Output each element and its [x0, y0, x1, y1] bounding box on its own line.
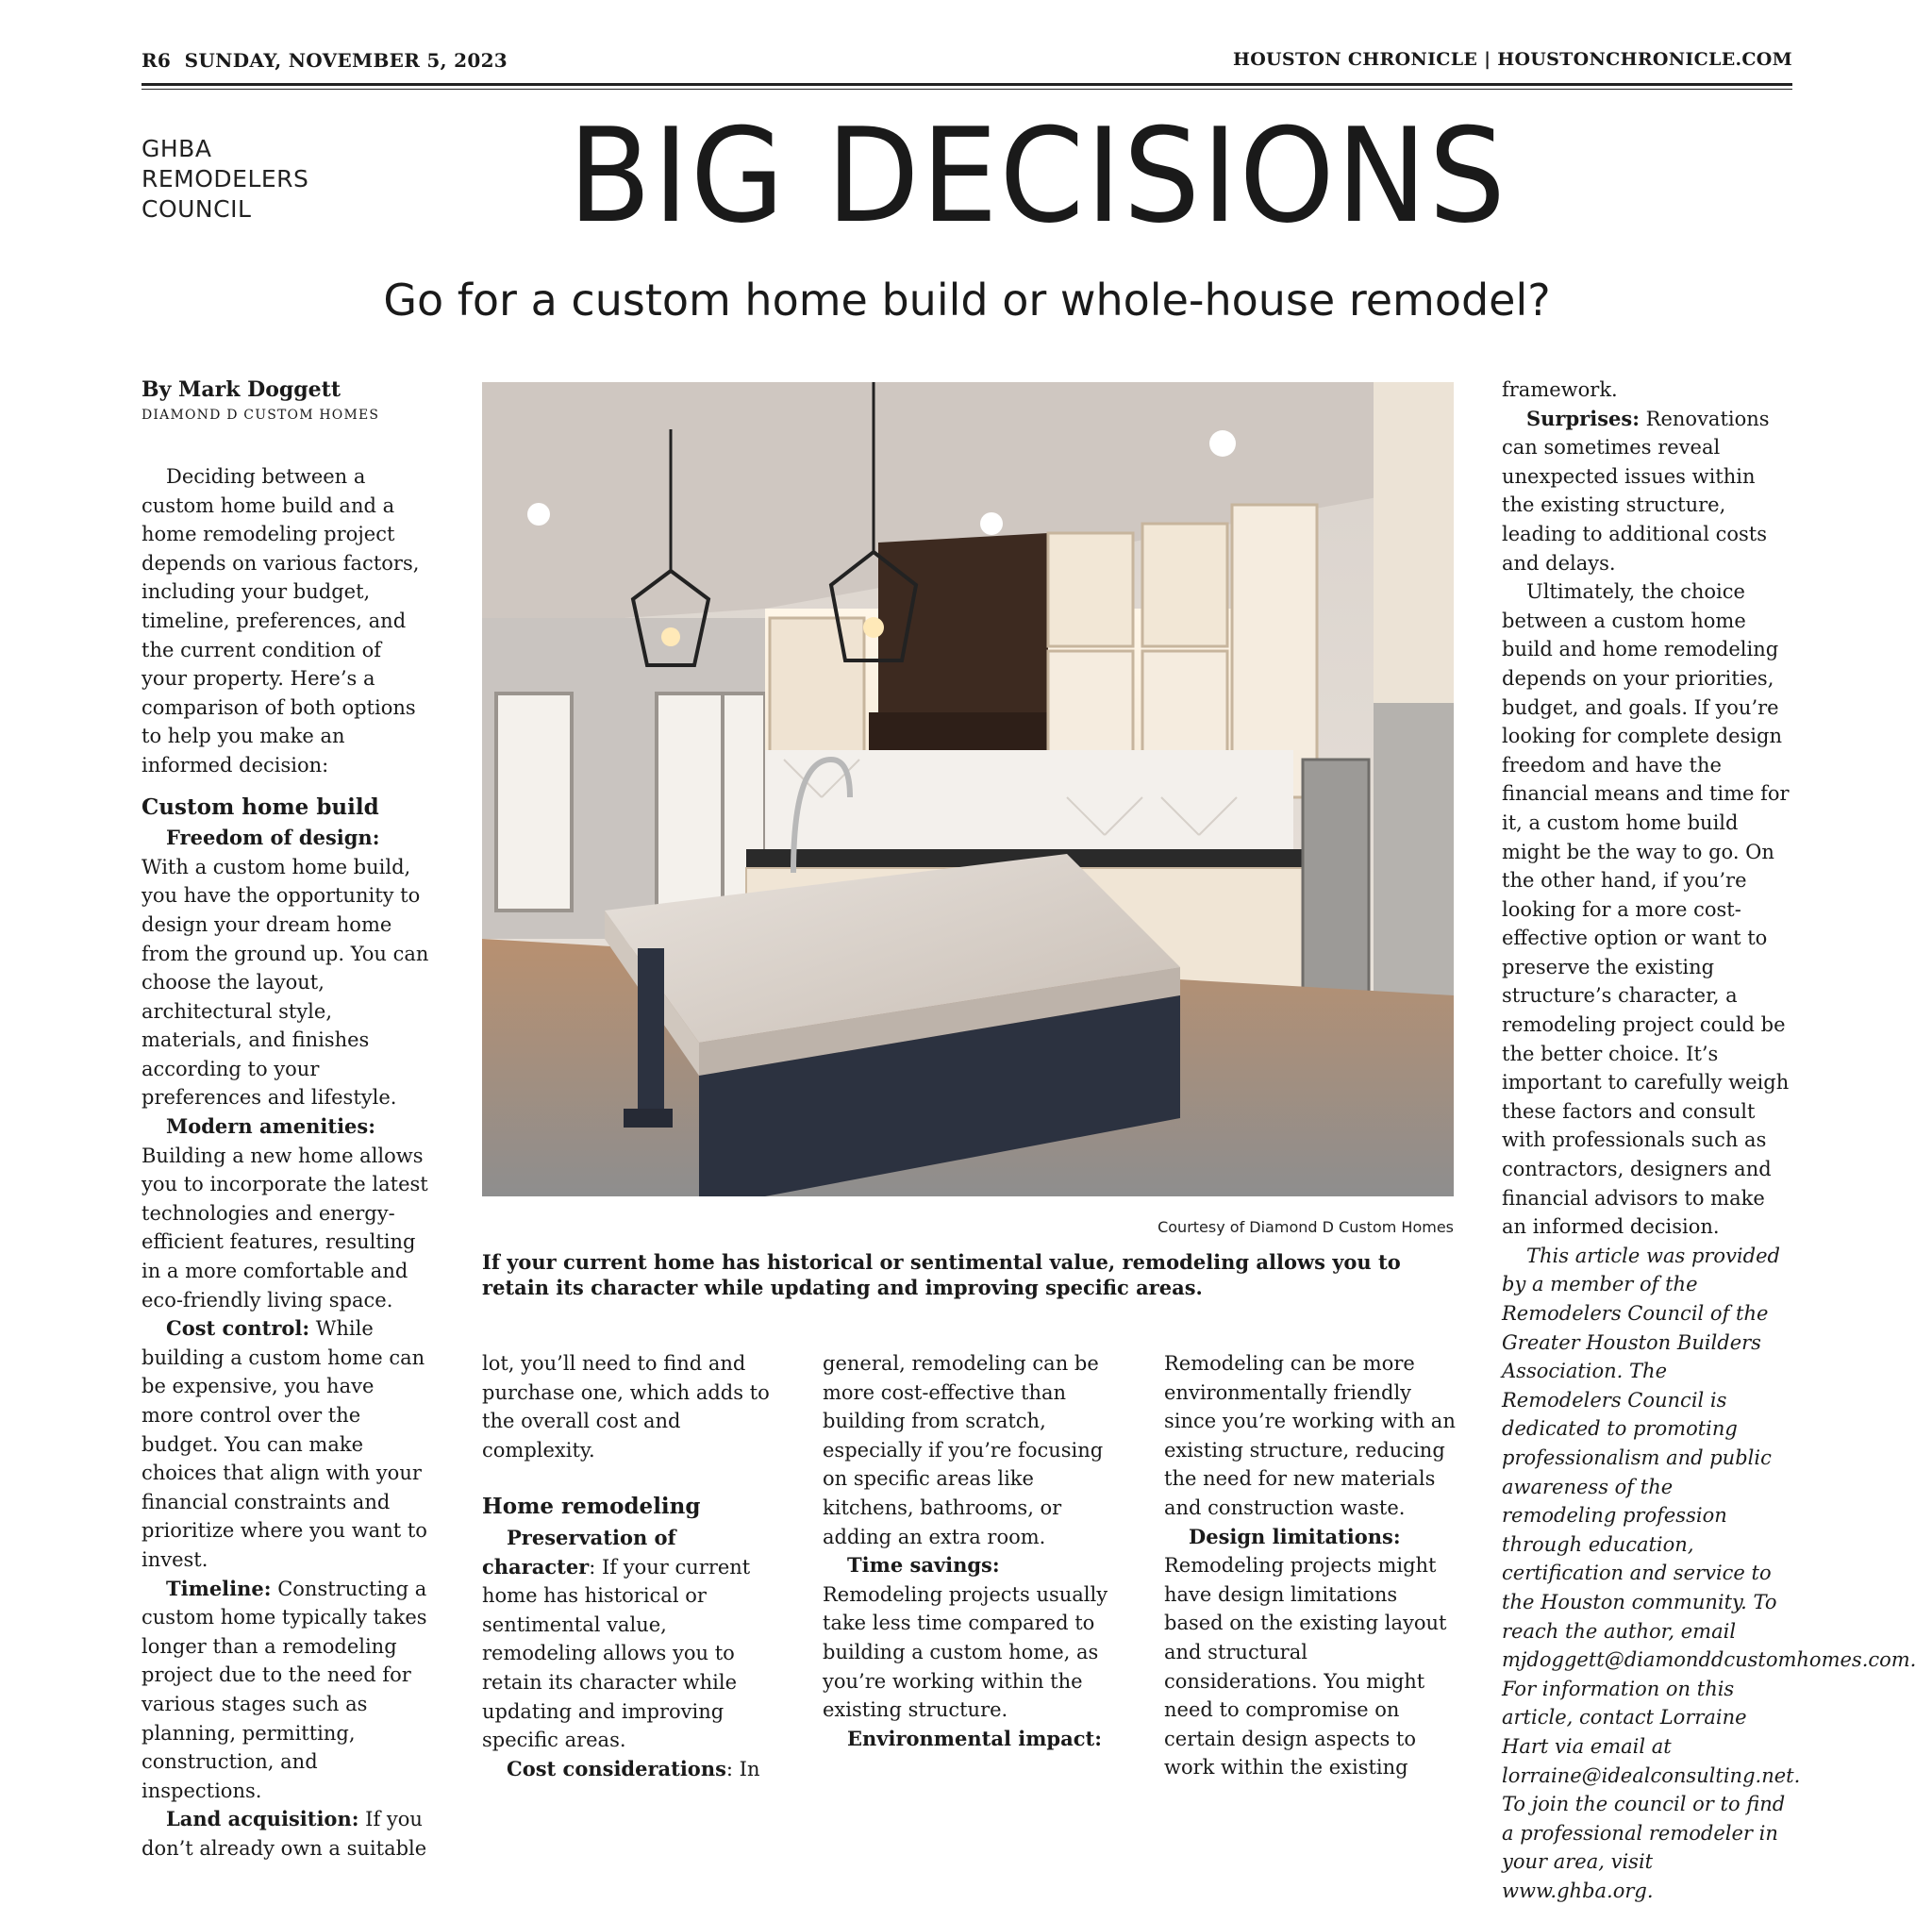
paragraph-cost-control: [142, 1314, 429, 1574]
text-timeline: Constructing a custom home typically takes longer than a remodeling project due to the need for various stages such as planning, permitting, construction, and inspections.: [142, 1577, 427, 1802]
paragraph-preservation: [482, 1524, 774, 1755]
article-column-4: [1164, 1349, 1461, 1782]
label-land: Land acquisition:: [166, 1807, 359, 1831]
section-heading-custom-build: Custom home build: [142, 794, 379, 820]
paragraph-conclusion: Ultimately, the choice between a custom home build and home remodeling depends on your priorities, budget, and goals. If you’re looking for complete design freedom and have the financial means and time for it, a custom home build might be the way to go. On the other hand, if you’re looking for a more cost-effective option or want to preserve the existing structure’s character, a remodeling project could be the better choice. It’s important to carefully weigh these factors and consult with professionals such as contractors, designers and financial advisors to make an informed decision.: [1502, 580, 1790, 1239]
paragraph-environmental: [823, 1725, 1115, 1754]
text-land-b: lot, you’ll need to find and purchase one, which adds to the overall cost and complexity.: [482, 1352, 770, 1462]
label-cost-considerations: Cost considerations: [507, 1756, 726, 1780]
kicker-line: GHBA: [142, 135, 212, 162]
headline: BIG DECISIONS: [568, 100, 1507, 252]
photo-caption: If your current home has historical or sentimental value, remodeling allows you to retain its character while updating and improving specific areas.: [482, 1250, 1401, 1299]
publication-name: HOUSTON CHRONICLE | HOUSTONCHRONICLE.COM: [1232, 49, 1792, 70]
folio-left: [142, 49, 508, 72]
paragraph-freedom: [142, 824, 429, 1112]
article-column-right: [1502, 376, 1917, 1905]
text-design-limitations-a: Remodeling projects might have design limitations based on the existing layout and structural considerations. You might need to compromise on certain design aspects to work within the existing: [1164, 1554, 1447, 1780]
intro-paragraph: Deciding between a custom home build and a home remodeling project depends on various factors, including your budget, timeline, preferences, and the current condition of your property. Here’s a comparison of both options to help you make an informed decision:: [142, 465, 420, 777]
paragraph-cost-considerations: [482, 1755, 774, 1784]
paragraph-land: [142, 1805, 429, 1863]
paragraph-timeline: [142, 1575, 429, 1806]
article-column-3: [823, 1349, 1115, 1753]
label-timeline: Timeline:: [166, 1576, 272, 1600]
text-surprises: Renovations can sometimes reveal unexpected issues within the existing structure, leading to additional costs and delays.: [1502, 407, 1770, 575]
article-column-1: [142, 462, 429, 1863]
article-column-2: [482, 1349, 774, 1783]
label-design-limitations: Design limitations:: [1189, 1524, 1401, 1548]
header-rule-thin: [142, 89, 1792, 90]
label-time-savings: Time savings:: [847, 1553, 1000, 1578]
paragraph-amenities: [142, 1112, 429, 1314]
paragraph-surprises: [1502, 405, 1790, 578]
label-surprises: Surprises:: [1526, 406, 1640, 430]
paragraph-design-limitations: [1164, 1523, 1461, 1782]
label-cost-control: Cost control:: [166, 1316, 310, 1341]
text-land-a: If you don’t already own a suitable: [142, 1808, 427, 1860]
author-tagline: This article was provided by a member of the Remodelers Council of the Greater Houston Builders Association. The Remodelers Council is dedicated to promoting professionalism and public awareness of the remodeling profession through education, certification and service to the Houston community. To reach the author, email mjdoggett@diamonddcustomhomes.com. For information on this article, contact Lorraine Hart via email at lorraine@idealconsulting.net. To join the council or to find a professional remodeler in your area, visit www.ghba.org.: [1502, 1244, 1917, 1902]
label-environmental: Environmental impact:: [847, 1726, 1102, 1750]
photo-credit: Courtesy of Diamond D Custom Homes: [1158, 1218, 1454, 1236]
text-amenities: Building a new home allows you to incorporate the latest technologies and energy-efficient features, resulting in a more comfortable and eco-friendly living space.: [142, 1144, 428, 1312]
kitchen-photo: [482, 382, 1454, 1196]
label-amenities: Modern amenities:: [166, 1114, 375, 1139]
section-heading-remodeling: Home remodeling: [482, 1494, 701, 1520]
text-preservation: : If your current home has historical or sentimental value, remodeling allows you to retain its character while updating and improving specific areas.: [482, 1555, 751, 1752]
text-cost-considerations-b: general, remodeling can be more cost-effective than building from scratch, especially if you’re focusing on specific areas like kitchens, bathrooms, or adding an extra room.: [823, 1352, 1104, 1548]
subheadline: Go for a custom home build or whole-house remodel?: [383, 275, 1551, 326]
label-preservation: Preservation of character: [482, 1525, 676, 1579]
byline-organization: DIAMOND D CUSTOM HOMES: [142, 408, 380, 423]
kicker-line: REMODELERS: [142, 165, 309, 192]
page-number: R6: [142, 49, 172, 72]
text-cost-considerations-a: : In: [725, 1757, 760, 1780]
text-freedom: With a custom home build, you have the opportunity to design your dream home from the ground up. You can choose the layout, architectural style, materials, and finishes according to your preferences and lifestyle.: [142, 855, 429, 1110]
kicker-line: COUNCIL: [142, 195, 252, 223]
byline-author: By Mark Doggett: [142, 377, 341, 402]
text-environmental: Remodeling can be more environmentally friendly since you’re working with an existing structure, reducing the need for new materials and construction waste.: [1164, 1352, 1456, 1519]
label-freedom: Freedom of design:: [166, 826, 380, 850]
paragraph-time-savings: [823, 1551, 1115, 1725]
text-time-savings: Remodeling projects usually take less time compared to building a custom home, as you’re working within the existing structure.: [823, 1582, 1108, 1722]
text-cost-control: While building a custom home can be expensive, you have more control over the budget. You can make choices that align with your financial constraints and prioritize where you want to invest.: [142, 1317, 427, 1571]
header-rule: [142, 83, 1792, 86]
text-design-limitations-b: framework.: [1502, 378, 1618, 401]
section-kicker: [142, 134, 387, 225]
issue-date: SUNDAY, NOVEMBER 5, 2023: [184, 49, 508, 72]
